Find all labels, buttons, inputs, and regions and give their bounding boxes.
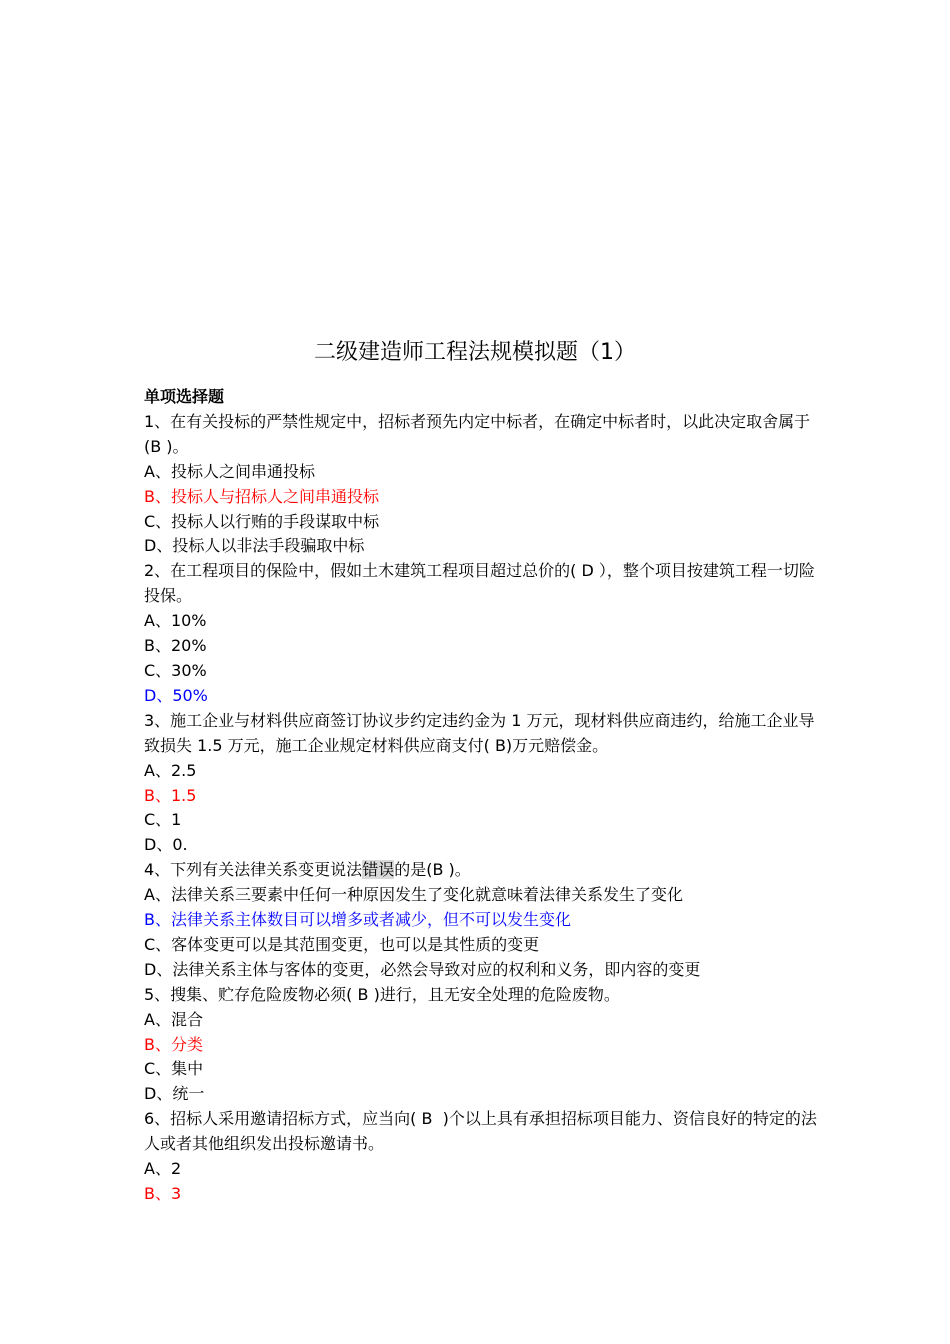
option-3c: C、1: [144, 810, 182, 830]
highlighted-word: 错误: [362, 860, 395, 880]
option-2d-answer: D、50%: [144, 685, 208, 705]
option-5b-answer: B、分类: [144, 1034, 203, 1054]
option-4a: A、法律关系三要素中任何一种原因发生了变化就意味着法律关系发生了变化: [144, 885, 683, 905]
section-heading: 单项选择题: [144, 387, 225, 406]
question-stem-2: 2、在工程项目的保险中，假如土木建筑工程项目超过总价的( D ），整个项目按建筑工程一切险投保。: [144, 561, 815, 606]
option-3a: A、2.5: [144, 760, 197, 780]
question-stem-6: 6、招标人采用邀请招标方式，应当向( B )个以上具有承担招标项目能力、资信良好的特定的法人或者其他组织发出投标邀请书。: [144, 1109, 817, 1154]
option-5c: C、集中: [144, 1059, 204, 1079]
option-1d: D、投标人以非法手段骗取中标: [144, 536, 365, 556]
question-stem-3: 3、施工企业与材料供应商签订协议步约定违约金为 1 万元，现材料供应商违约，给施工企业导致损失 1.5 万元，施工企业规定材料供应商支付( B)万元赔偿金。: [144, 710, 815, 755]
question-stem-5: 5、搜集、贮存危险废物必须( B )进行，且无安全处理的危险废物。: [144, 984, 620, 1004]
option-4c: C、客体变更可以是其范围变更，也可以是其性质的变更: [144, 934, 540, 954]
option-6b-answer: B、3: [144, 1184, 182, 1203]
page-title: 二级建造师工程法规模拟题（1）: [314, 339, 636, 365]
question-stem-4-pre: 4、下列有关法律关系变更说法: [144, 860, 363, 880]
option-2a: A、10%: [144, 611, 207, 631]
option-2c: C、30%: [144, 660, 207, 680]
option-2b: B、20%: [144, 636, 207, 656]
question-stem-1: 1、在有关投标的严禁性规定中，招标者预先内定中标者，在确定中标者时，以此决定取舍属于(B )。: [144, 411, 811, 456]
option-3b-answer: B、1.5: [144, 785, 197, 805]
option-4d: D、法律关系主体与客体的变更，必然会导致对应的权利和义务，即内容的变更: [144, 959, 701, 979]
option-1a: A、投标人之间串通投标: [144, 461, 315, 481]
question-stem-4: [144, 858, 824, 883]
option-4b-answer: B、法律关系主体数目可以增多或者减少，但不可以发生变化: [144, 910, 571, 930]
option-6a: A、2: [144, 1159, 182, 1179]
option-1b-answer: B、投标人与招标人之间串通投标: [144, 486, 379, 506]
option-1c: C、投标人以行贿的手段谋取中标: [144, 511, 380, 531]
option-3d: D、0.: [144, 835, 188, 855]
question-stem-4-post: 的是(B )。: [394, 860, 471, 880]
option-5d: D、统一: [144, 1084, 205, 1104]
option-5a: A、混合: [144, 1009, 203, 1029]
question-list: [144, 385, 824, 1207]
